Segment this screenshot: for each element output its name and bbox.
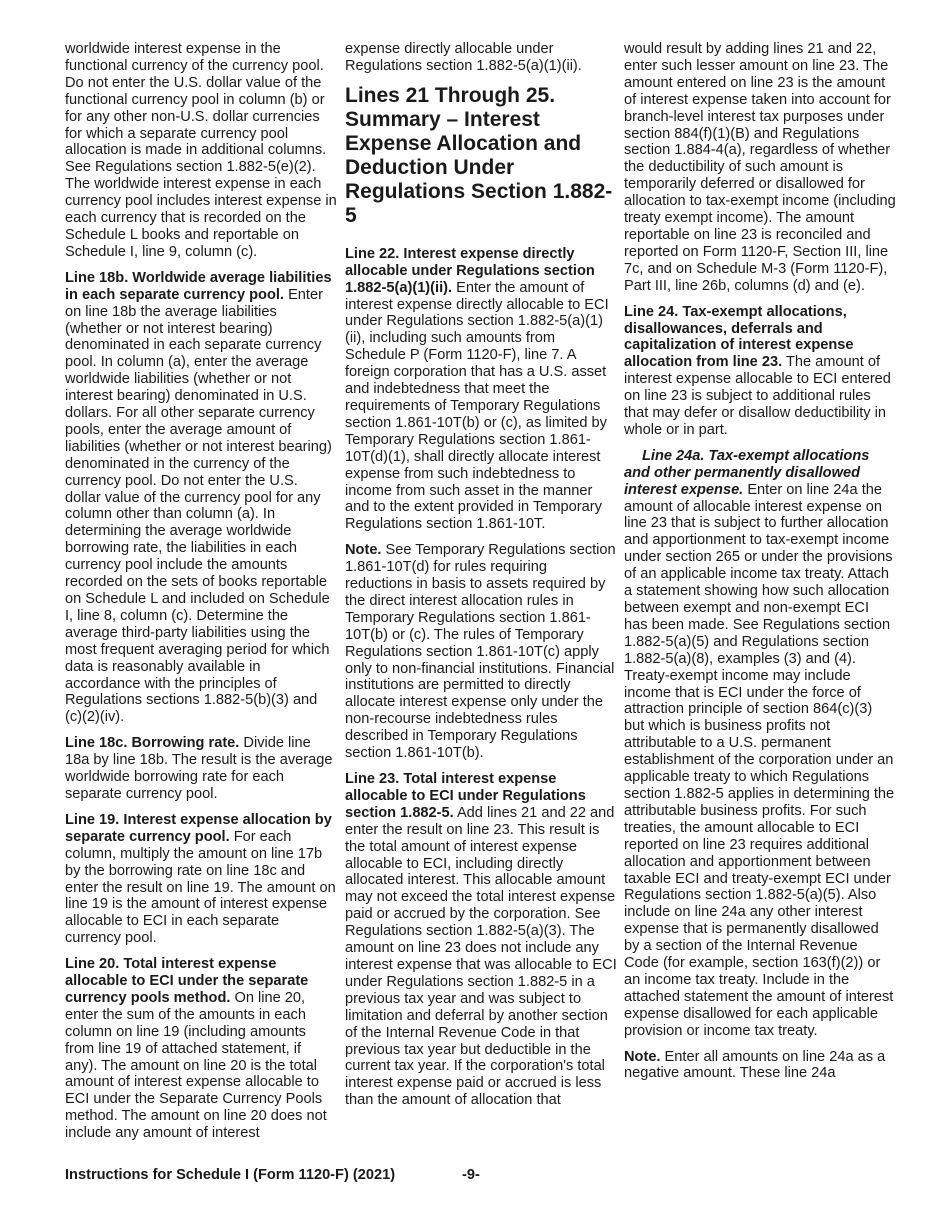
line-23-paragraph: [345, 771, 617, 1109]
line-20-paragraph: [65, 956, 337, 1142]
line-19-body: For each column, multiply the amount on line 17b by the borrowing rate on line 18c and enter the result on line 19. The amount on line 19 is the amount of interest expense allocable to ECI in each separate currency pool.: [65, 828, 336, 947]
line-19-paragraph: [65, 812, 337, 947]
note-heading: Note.: [624, 1048, 661, 1065]
column-1: [65, 41, 337, 1151]
note-heading: Note.: [345, 542, 382, 559]
line-24-body: The amount of interest expense allocable to ECI entered on line 23 is subject to additional rules that may defer or disallow deductibility in whole or in part.: [624, 354, 891, 438]
line-18c-body: Divide line 18a by line 18b. The result is the average worldwide borrowing rate for each separate currency pool.: [65, 735, 333, 802]
line-22-body: Enter the amount of interest expense directly allocable to ECI under Regulations section 1.882-5(a)(1)(ii), including such amounts from Schedule P (Form 1120-F), line 7. A foreign corporation that has a U.S. asset and indebtedness that meet the requirements of Temporary Regulations section 1.861-10T(b) or (c), as limited by Temporary Regulations section 1.861-10T(d)(1), shall directly allocate interest expense from such indebtedness to income from such asset in the manner and to the extent provided in Temporary Regulations section 1.861-10T.: [345, 279, 609, 533]
line-22-paragraph: [345, 246, 617, 533]
paragraph: expense directly allocable under Regulations section 1.882-5(a)(1)(ii).: [345, 41, 582, 74]
section-heading: Lines 21 Through 25. Summary – Interest Expense Allocation and Deduction Under Regulations Section 1.882-5: [345, 83, 613, 227]
line-18c-heading: Line 18c. Borrowing rate.: [65, 735, 240, 752]
line-18b-heading: Line 18b. Worldwide average liabilities in each separate currency pool.: [65, 269, 332, 303]
line-24a-heading: Line 24a. Tax-exempt allocations and other permanently disallowed interest expense.: [624, 447, 870, 498]
note-body: See Temporary Regulations section 1.861-10T(d) for rules requiring reductions in basis to assets required by the direct interest allocation rules in Temporary Regulations section 1.861-10T(b) or (c). The rules of Temporary Regulations section 1.861-10T(c) apply only to non-financial institutions. Financial institutions are permitted to directly allocate interest expense only under the non-recourse indebtedness rules described in Temporary Regulations section 1.861-10T(b).: [345, 542, 616, 762]
line-18b-body: Enter on line 18b the average liabilities (whether or not interest bearing) denominated in each separate currency pool. In column (a), enter the average worldwide liabilities (whether or not interest bearing) denominated in U.S. dollars. For all other separate currency pools, enter the average amount of liabilities (whether or not interest bearing) denominated in the currency of the currency pool. Do not enter the U.S. dollar value of the currency pool for any column other than column (a). In determining the average worldwide borrowing rate, the liabilities in each currency pool include the amounts recorded on the sets of books reportable on Schedule L and included on Schedule I, line 8, column (c). Determine the average third-party liabilities using the most frequent averaging period for which data is reasonably available in accordance with the principles of Regulations sections 1.882-5(b)(3) and (c)(2)(iv).: [65, 286, 332, 726]
note-body: Enter all amounts on line 24a as a negative amount. These line 24a: [624, 1048, 886, 1082]
line-23-body: Add lines 21 and 22 and enter the result on line 23. This result is the total amount of interest expense allocable to ECI, including directly allocated interest. This allocable amount may not exceed the total interest expense paid or accrued by the corporation. See Regulations section 1.882-5(a)(3). The amount on line 23 does not include any interest expense that was allocable to ECI under Regulations section 1.882-5 in a previous tax year and was subject to limitation and deferral by another section of the Internal Revenue Code in that previous tax year but deductible in the current tax year. If the corporation's total interest expense paid or accrued is less than the amount of allocation that: [345, 804, 617, 1109]
footer-title: Instructions for Schedule I (Form 1120-F) (2021): [65, 1167, 396, 1183]
note-paragraph: [345, 542, 617, 762]
note-paragraph: [624, 1049, 896, 1083]
line-23-heading: Line 23. Total interest expense allocable to ECI under Regulations section 1.882-5.: [345, 771, 586, 821]
line-19-heading: Line 19. Interest expense allocation by separate currency pool.: [65, 811, 332, 845]
paragraph: would result by adding lines 21 and 22, enter such lesser amount on line 23. The amount entered on line 23 is the amount of interest expense taken into account for branch-level interest tax purposes under section 884(f)(1)(B) and Regulations section 1.884-4(a), regardless of whether the deductibility of such amount is temporarily deferred or disallowed for allocation to tax-exempt income (including treaty exempt income). The amount reportable on line 23 is reconciled and reported on Form 1120-F, Section III, line 7c, and on Schedule M-3 (Form 1120-F), Part III, line 26b, columns (d) and (e).: [624, 41, 896, 294]
paragraph: worldwide interest expense in the functional currency of the currency pool. Do not enter the U.S. dollar value of the functional currency pool in column (b) or for any other non-U.S. dollar currencies for which a separate currency pool allocation is made in additional columns. See Regulations section 1.882-5(e)(2). The worldwide interest expense in each currency pool includes interest expense in each currency that is recorded on the Schedule L books and reportable on Schedule I, line 9, column (c).: [65, 41, 337, 260]
line-18c-paragraph: [65, 735, 337, 803]
line-24-heading: Line 24. Tax-exempt allocations, disallowances, deferrals and capitalization of interest expense allocation from line 23.: [624, 303, 854, 371]
line-22-heading: Line 22. Interest expense directly allocable under Regulations section 1.882-5(a)(1)(ii).: [345, 245, 595, 296]
line-20-heading: Line 20. Total interest expense allocable to ECI under the separate currency pools method.: [65, 956, 309, 1006]
column-3: [624, 41, 896, 1091]
line-24a-body: Enter on line 24a the amount of allocable interest expense on line 23 that is subject to further allocation and apportionment to tax-exempt income under section 265 or under the provisions of an applicable income tax treaty. Attach a statement showing how such allocation between exempt and non-exempt ECI has been made. See Regulations section 1.882-5(a)(5) and Regulations section 1.882-5(a)(8), examples (3) and (4). Treaty-exempt income may include income that is ECI under the force of attraction principle of section 864(c)(3) but which is business profits not attributable to a U.S. permanent establishment of the corporation under an applicable treaty to which Regulations section 1.882-5 applies in determining the attributable business profits. For such treaties, the amount allocable to ECI reported on line 23 requires additional allocation and apportionment between taxable ECI and treaty-exempt ECI under Regulations section 1.882-5(a)(5). Also include on line 24a any other interest expense that is permanently disallowed by a section of the Internal Revenue Code (for example, section 163(f)(2)) or an income tax treaty. Include in the attached statement the amount of interest expense disallowed for each applicable provision or income tax treaty.: [624, 481, 895, 1039]
line-24a-paragraph: [624, 448, 896, 1040]
page-number: -9-: [462, 1167, 480, 1183]
line-20-body: On line 20, enter the sum of the amounts in each column on line 19 (including amounts from line 19 of attached statement, if any). The amount on line 20 is the total amount of interest expense allocable to ECI under the Separate Currency Pools method. The amount on line 20 does not include any amount of interest: [65, 989, 327, 1142]
column-2: [345, 41, 617, 1118]
line-18b-paragraph: [65, 270, 337, 726]
line-24-paragraph: [624, 304, 896, 439]
